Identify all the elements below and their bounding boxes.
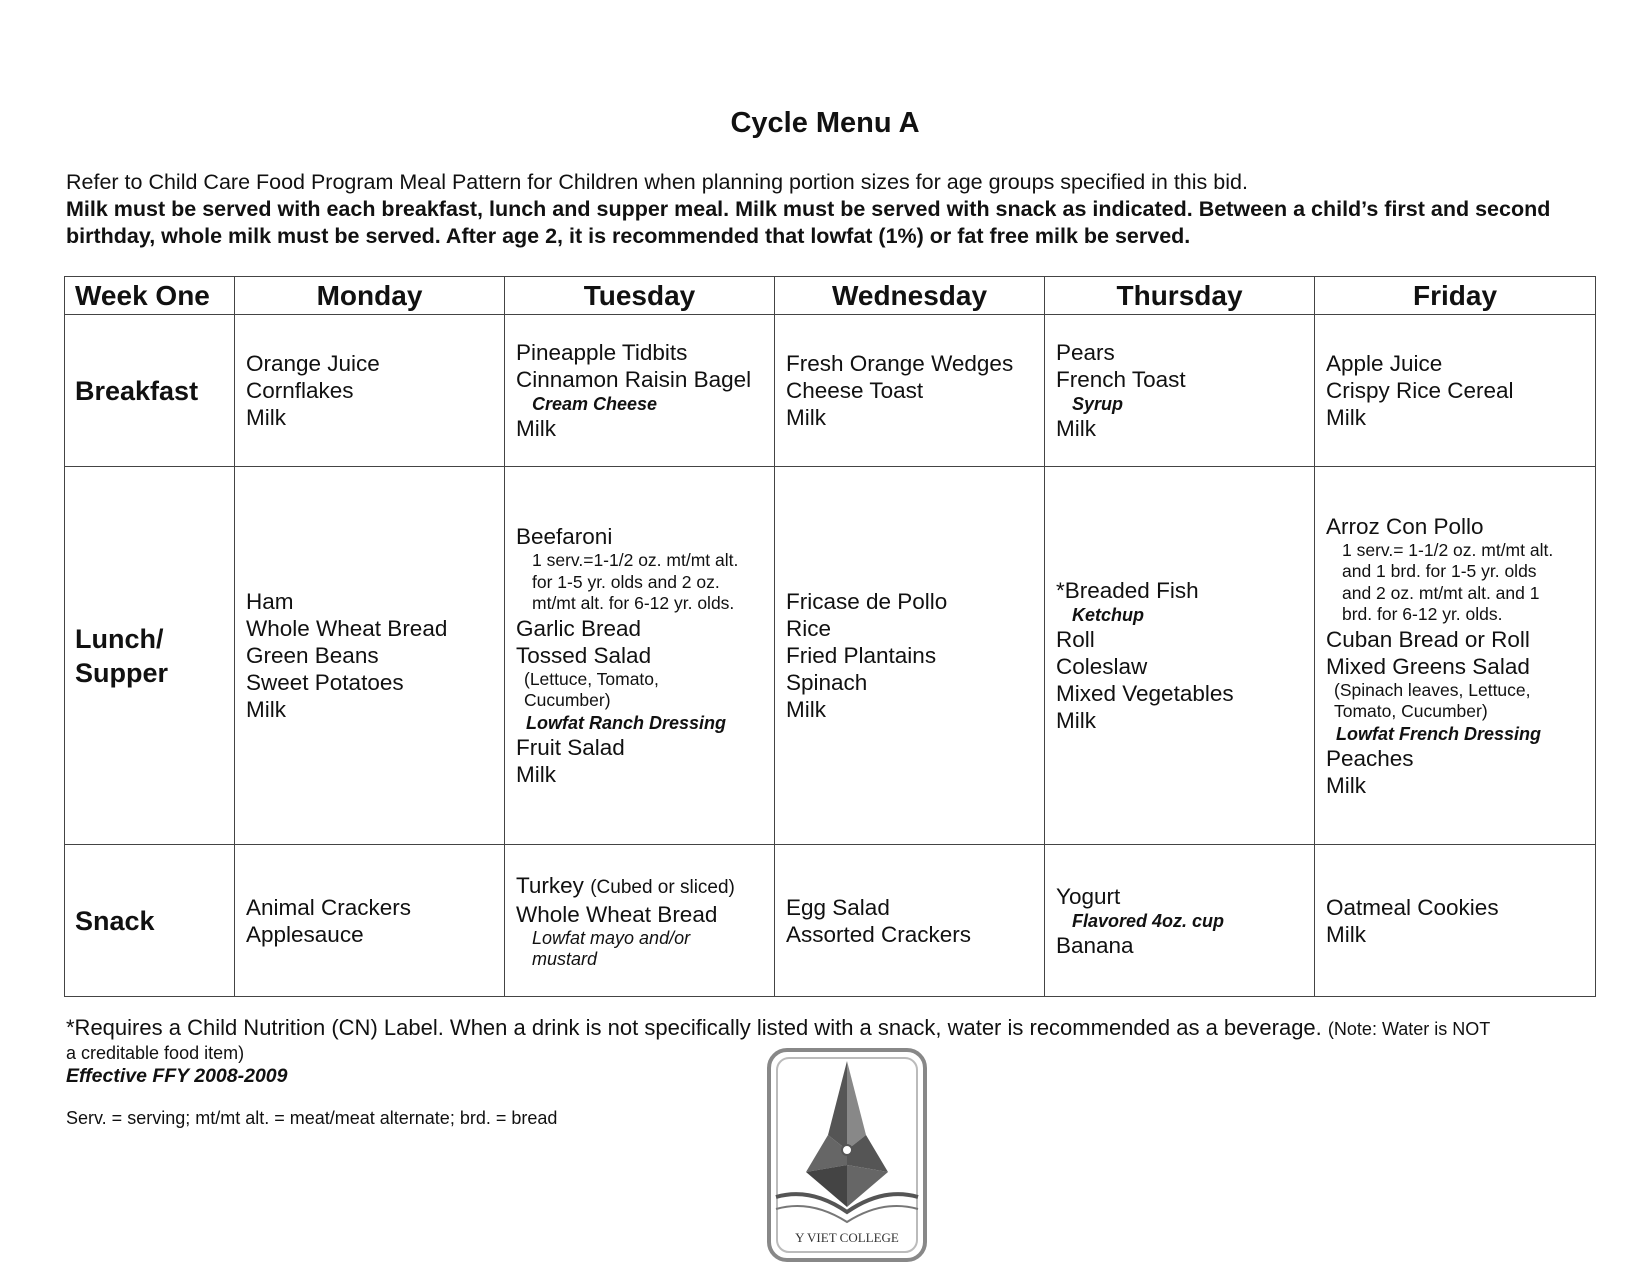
menu-item: Pears [1056,340,1115,365]
lunch-tuesday [505,467,775,845]
menu-item: Milk [786,405,826,430]
serving-note: for 1-5 yr. olds and 2 oz. [532,571,720,592]
intro-line: Refer to Child Care Food Program Meal Pattern for Children when planning portion sizes for age groups specified in this bid. [66,170,1248,194]
menu-item: Green Beans [246,643,379,668]
serving-note: 1 serv.= 1-1/2 oz. mt/mt alt. [1342,539,1554,560]
menu-item: Milk [1326,921,1366,947]
menu-item: Pineapple Tidbits [516,340,688,365]
menu-item: Banana [1056,932,1134,958]
day-header-wednesday: Wednesday [775,277,1045,315]
menu-item: Mixed Vegetables [1056,681,1234,706]
logo-text: Y VIET COLLEGE [795,1230,899,1245]
menu-item: Applesauce [246,921,364,947]
menu-item: Arroz Con Pollo [1326,513,1484,539]
water-note: (Note: Water is NOT [1327,1019,1491,1039]
row-label-lunch-supper [65,467,235,845]
snack-friday [1315,845,1596,997]
day-header-friday: Friday [1315,277,1596,315]
menu-item: Milk [1326,405,1366,430]
menu-item: Apple Juice [1326,351,1443,376]
day-header-thursday: Thursday [1045,277,1315,315]
salad-note: Tomato, Cucumber) [1334,701,1488,721]
breakfast-row [65,315,1596,467]
menu-item: Animal Crackers [246,894,412,920]
menu-item: Yogurt [1056,883,1121,909]
breakfast-friday [1315,315,1596,467]
week-header: Week One [65,277,235,315]
salad-note: (Spinach leaves, Lettuce, [1334,679,1531,700]
row-label-supper: Supper [75,657,169,688]
breakfast-thursday [1045,315,1315,467]
menu-item: Milk [786,697,826,722]
menu-item: Milk [1056,416,1096,441]
menu-item: *Breaded Fish [1056,578,1199,603]
condiment: Lowfat mayo and/or [532,927,691,948]
college-logo [766,1047,928,1263]
intro-milk-guidance: Milk must be served with each breakfast, lunch and supper meal. Milk must be served with snack as indicated. Between a child’s first and second birthday, whole milk must be served. After age 2, it is recommended that lowfat (1%) or fat free milk be served. [66,197,1551,248]
water-note-cont: a creditable food item) [66,1043,245,1063]
snack-row [65,845,1596,997]
menu-item: French Toast [1056,367,1186,392]
breakfast-monday [235,315,505,467]
breakfast-tuesday [505,315,775,467]
salad-note: (Lettuce, Tomato, [524,668,659,689]
menu-item: Ham [246,589,294,614]
menu-item: Crispy Rice Cereal [1326,378,1514,403]
menu-item: Milk [1056,708,1096,733]
header-row [65,277,1596,315]
menu-item: Milk [246,405,286,430]
dressing: Lowfat Ranch Dressing [526,712,727,733]
effective-date: Effective FFY 2008-2009 [66,1065,288,1087]
menu-item: Cuban Bread or Roll [1326,626,1530,652]
serving-note: brd. for 6-12 yr. olds. [1342,604,1503,624]
lunch-monday [235,467,505,845]
row-label-lunch: Lunch/ [75,623,164,654]
condiment: Ketchup [1072,605,1144,625]
menu-item: Mixed Greens Salad [1326,653,1530,679]
condiment: Cream Cheese [532,394,658,414]
menu-item: Oatmeal Cookies [1326,894,1499,920]
menu-item: Assorted Crackers [786,921,972,947]
day-header-tuesday: Tuesday [505,277,775,315]
salad-note: Cucumber) [524,690,611,711]
condiment: Flavored 4oz. cup [1072,910,1225,931]
row-label-breakfast: Breakfast [65,315,235,467]
requires-text: *Requires a Child Nutrition (CN) Label. When a drink is not specifically listed with a snack, water is recommended as a beverage. [66,1015,1322,1040]
condiment: mustard [532,948,598,969]
menu-item: Spinach [786,670,868,695]
menu-item: Orange Juice [246,351,380,376]
lunch-thursday [1045,467,1315,845]
abbreviations: Serv. = serving; mt/mt alt. = meat/meat alternate; brd. = bread [66,1108,558,1128]
menu-item: Cheese Toast [786,378,924,403]
inline-note: (Cubed or sliced) [590,876,735,898]
serving-note: and 1 brd. for 1-5 yr. olds [1342,561,1537,581]
menu-item: Tossed Salad [516,642,652,668]
dressing: Lowfat French Dressing [1336,723,1542,744]
menu-item: Fruit Salad [516,734,625,760]
snack-monday [235,845,505,997]
menu-item-name: Turkey [516,872,584,898]
menu-item: Fried Plantains [786,643,937,668]
cn-label-note [66,1015,1596,1042]
day-header-monday: Monday [235,277,505,315]
intro [66,169,1626,250]
menu-item: Beefaroni [516,524,613,550]
menu-item [516,872,770,901]
menu-item: Whole Wheat Bread [516,901,718,927]
lunch-wednesday [775,467,1045,845]
menu-item: Milk [516,416,556,441]
serving-note: 1 serv.=1-1/2 oz. mt/mt alt. [532,550,739,571]
serving-note: and 2 oz. mt/mt alt. and 1 [1342,582,1540,603]
lunch-row [65,467,1596,845]
condiment: Syrup [1072,394,1124,414]
menu-item: Fricase de Pollo [786,589,948,614]
menu-item: Rice [786,616,832,641]
menu-item: Whole Wheat Bread [246,616,448,641]
menu-item: Egg Salad [786,894,890,920]
menu-item: Roll [1056,627,1095,652]
snack-thursday [1045,845,1315,997]
lunch-friday [1315,467,1596,845]
logo-graphic [766,1047,928,1263]
page-title: Cycle Menu A [730,107,920,139]
snack-wednesday [775,845,1045,997]
menu-item: Milk [246,697,286,722]
menu-item: Cornflakes [246,378,354,403]
menu-item: Milk [1326,772,1366,798]
row-label-snack: Snack [65,845,235,997]
menu-item: Cinnamon Raisin Bagel [516,367,752,392]
menu-item: Garlic Bread [516,615,642,641]
menu-item: Coleslaw [1056,654,1148,679]
menu-item: Milk [516,761,556,787]
snack-tuesday [505,845,775,997]
menu-item: Peaches [1326,745,1414,771]
menu-table [64,276,1596,997]
serving-note: mt/mt alt. for 6-12 yr. olds. [532,593,735,614]
menu-item: Sweet Potatoes [246,670,404,695]
menu-item: Fresh Orange Wedges [786,351,1014,376]
breakfast-wednesday [775,315,1045,467]
